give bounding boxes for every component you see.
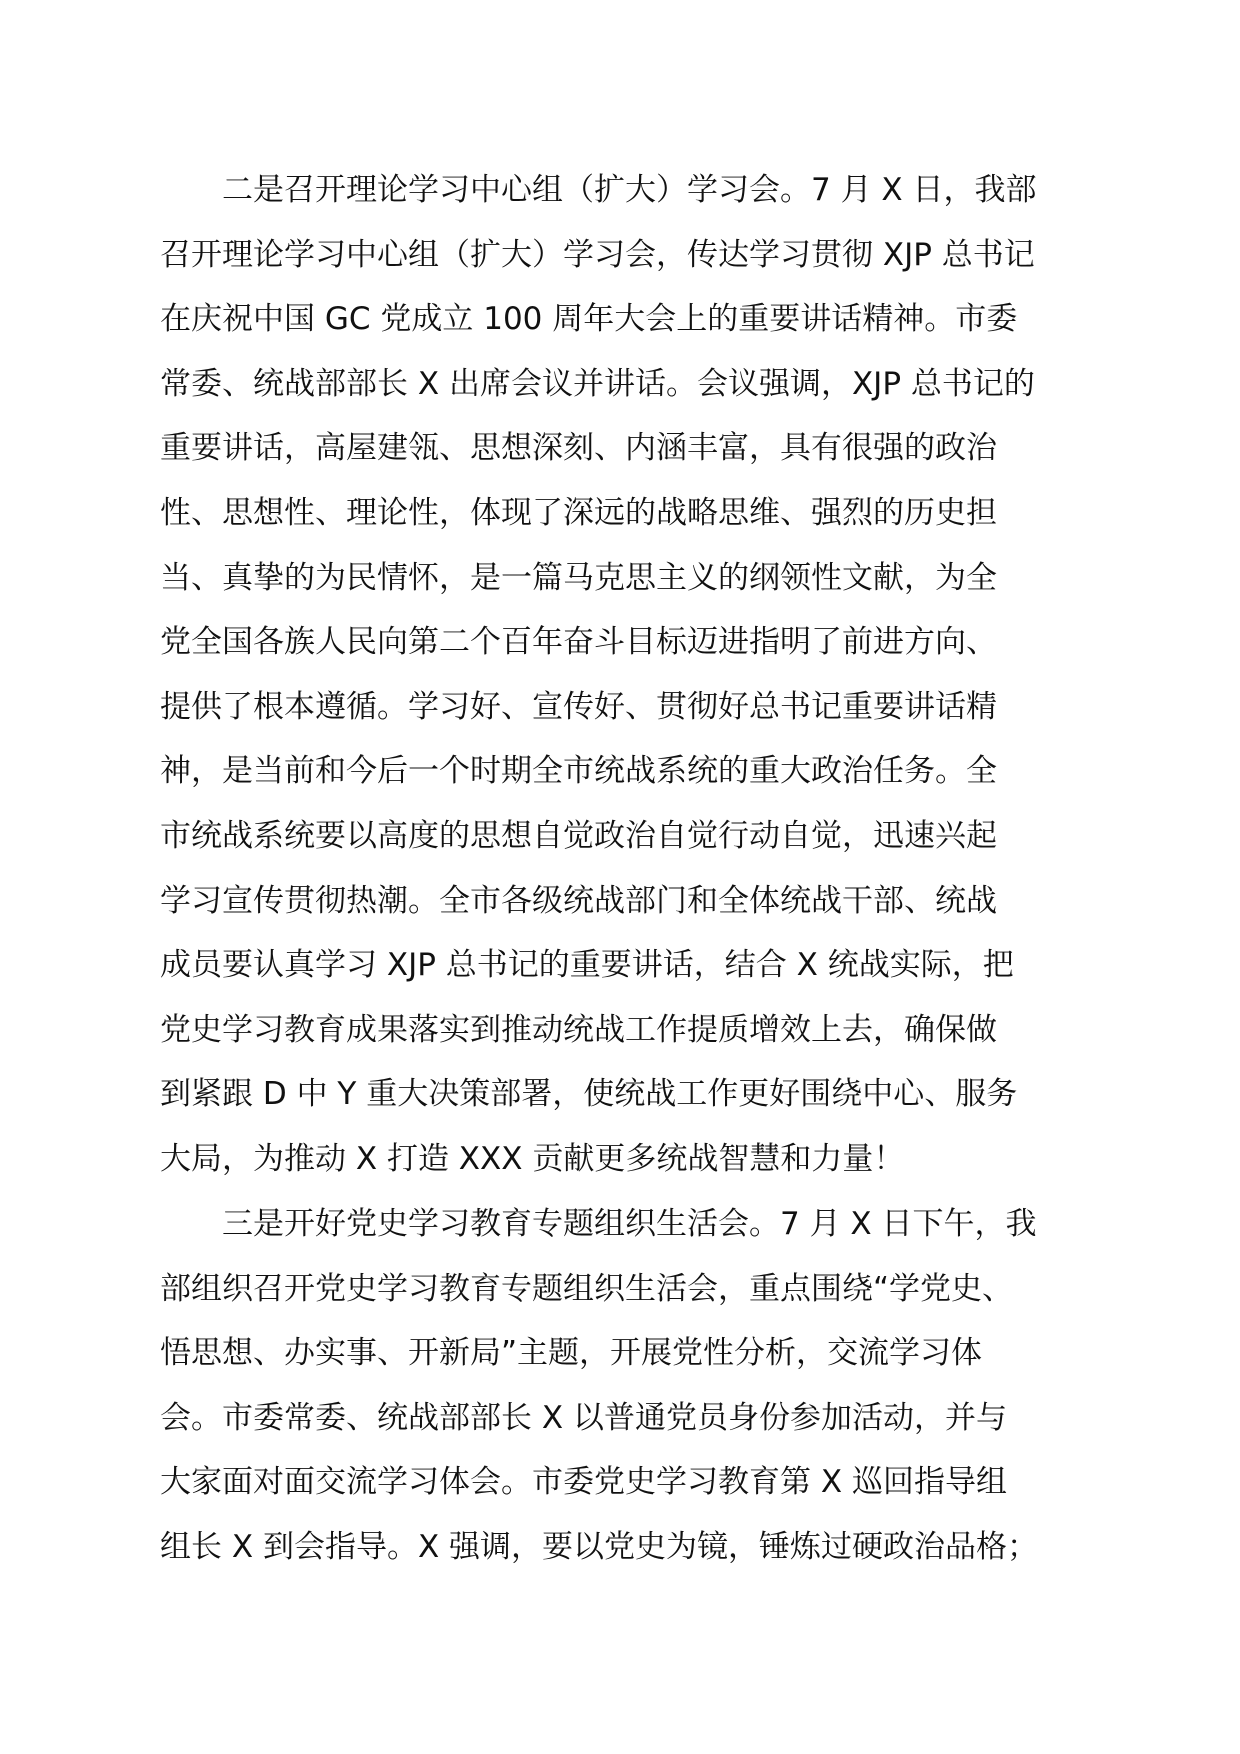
text-line: 三是开好党史学习教育专题组织生活会。7 月 X 日下午，我 [222,1206,1037,1242]
text-line: 到紧跟 D 中 Y 重大决策部署，使统战工作更好围绕中心、服务 [160,1076,1018,1113]
text-line: 神，是当前和今后一个时期全市统战系统的重大政治任务。全 [160,753,997,790]
paragraph-theory-study-meeting [160,158,1037,1192]
text-line: 会。市委常委、统战部部长 X 以普通党员身份参加活动，并与 [160,1399,1007,1436]
text-line: 党史学习教育成果落实到推动统战工作提质增效上去，确保做 [160,1011,997,1048]
text-line: 成员要认真学习 XJP 总书记的重要讲话，结合 X 统战实际，把 [160,947,1014,984]
text-line: 提供了根本遵循。学习好、宣传好、贯彻好总书记重要讲话精 [160,688,997,725]
text-line: 党全国各族人民向第二个百年奋斗目标迈进指明了前进方向、 [160,624,997,661]
text-line: 大局，为推动 X 打造 XXX 贡献更多统战智慧和力量！ [160,1140,905,1177]
text-line: 悟思想、办实事、开新局”主题，开展党性分析，交流学习体 [160,1335,983,1372]
text-line: 重要讲话，高屋建瓴、思想深刻、内涵丰富，具有很强的政治 [160,430,997,467]
paragraph-party-history-meeting [160,1192,1038,1580]
text-line: 性、思想性、理论性，体现了深远的战略思维、强烈的历史担 [160,494,997,531]
text-line: 召开理论学习中心组（扩大）学习会，传达学习贯彻 XJP 总书记 [160,236,1035,273]
text-line: 在庆祝中国 GC 党成立 100 周年大会上的重要讲话精神。市委 [160,301,1018,338]
text-line: 常委、统战部部长 X 出席会议并讲话。会议强调，XJP 总书记的 [160,365,1035,402]
text-line: 二是召开理论学习中心组（扩大）学习会。7 月 X 日，我部 [222,172,1037,208]
text-line: 当、真挚的为民情怀，是一篇马克思主义的纲领性文献，为全 [160,559,997,596]
text-line: 部组织召开党史学习教育专题组织生活会，重点围绕“学党史、 [160,1270,1014,1307]
text-line: 学习宣传贯彻热潮。全市各级统战部门和全体统战干部、统战 [160,882,997,919]
text-line: 市统战系统要以高度的思想自觉政治自觉行动自觉，迅速兴起 [160,817,997,854]
text-line: 组长 X 到会指导。X 强调，要以党史为镜，锤炼过硬政治品格； [160,1528,1039,1565]
text-line: 大家面对面交流学习体会。市委党史学习教育第 X 巡回指导组 [160,1464,1007,1501]
